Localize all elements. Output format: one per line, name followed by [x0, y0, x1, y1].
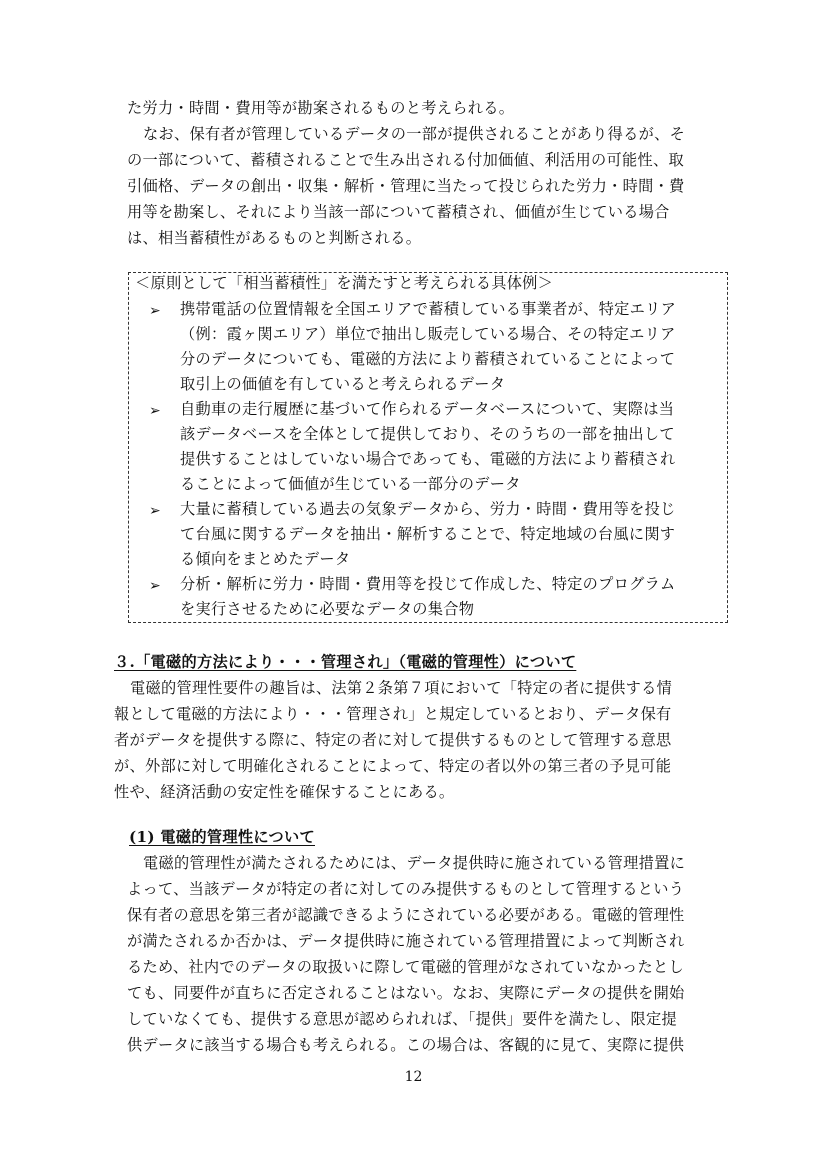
subsection1-line-2: よって、当該データが特定の者に対してのみ提供するものとして管理するという	[127, 880, 685, 898]
subsection-1-heading: (1) 電磁的管理性について	[129, 828, 315, 846]
example-3-line-2: て台風に関するデータを抽出・解析することで、特定地域の台風に関す	[180, 525, 676, 543]
example-2-line-4: ることによって価値が生じている一部分のデータ	[180, 475, 521, 493]
para1-line-3: の一部について、蓄積されることで生み出される付加価値、利活用の可能性、取	[127, 151, 684, 169]
examples-box-title: ＜原則として「相当蓄積性」を満たすと考えられる具体例＞	[135, 274, 554, 292]
example-4-line-1: 分析・解析に労力・時間・費用等を投じて作成した、特定のプログラム	[180, 575, 676, 593]
section3-line-3: 者がデータを提供する際に、特定の者に対して提供するものとして管理する意思	[114, 731, 672, 749]
bullet-icon: ➢	[149, 403, 161, 419]
para1-line-2: なお、保有者が管理しているデータの一部が提供されることがあり得るが、そ	[143, 125, 686, 143]
example-1-line-2: （例：霞ヶ関エリア）単位で抽出し販売している場合、その特定エリア	[180, 325, 676, 343]
subsection1-line-7: していなくても、提供する意思が認められれば、「提供」要件を満たし、限定提	[127, 1010, 677, 1028]
subsection1-line-3: 保有者の意思を第三者が認識できるようにされている必要がある。電磁的管理性	[127, 906, 685, 924]
example-4-line-2: を実行させるために必要なデータの集合物	[180, 600, 475, 618]
section3-line-5: 性や、経済活動の安定性を確保することにある。	[114, 783, 455, 801]
example-1-line-4: 取引上の価値を有していると考えられるデータ	[180, 375, 506, 393]
example-1-line-1: 携帯電話の位置情報を全国エリアで蓄積している事業者が、特定エリア	[180, 300, 677, 318]
para1-line-1: た労力・時間・費用等が勘案されるものと考えられる。	[127, 99, 515, 117]
bullet-icon: ➢	[149, 578, 161, 594]
example-2-line-2: 該データベースを全体として提供しており、そのうちの一部を抽出して	[180, 425, 675, 443]
section3-line-2: 報として電磁的方法により・・・管理され」と規定しているとおり、データ保有	[114, 705, 672, 723]
example-3-line-1: 大量に蓄積している過去の気象データから、労力・時間・費用等を投じ	[180, 500, 676, 518]
subsection1-line-6: ても、同要件が直ちに否定されることはない。なお、実際にデータの提供を開始	[127, 984, 685, 1002]
section3-line-4: が、外部に対して明確化されることによって、特定の者以外の第三者の予見可能	[114, 757, 672, 775]
subsection1-line-5: るため、社内でのデータの取扱いに際して電磁的管理がなされていなかったとし	[127, 958, 684, 976]
para1-line-4: 引価格、データの創出・収集・解析・管理に当たって投じられた労力・時間・費	[127, 177, 685, 195]
para1-line-5: 用等を勘案し、それにより当該一部について蓄積され、価値が生じている場合	[127, 203, 670, 221]
example-2-line-1: 自動車の走行履歴に基づいて作られるデータベースについて、実際は当	[180, 400, 675, 418]
subsection1-line-8: 供データに該当する場合も考えられる。この場合は、客観的に見て、実際に提供	[127, 1036, 685, 1054]
subsection1-line-4: が満たされるか否かは、データ提供時に施されている管理措置によって判断され	[127, 932, 685, 950]
example-3-line-3: る傾向をまとめたデータ	[180, 550, 351, 568]
example-1-line-3: 分のデータについても、電磁的方法により蓄積されていることによって	[180, 350, 676, 368]
example-2-line-3: 提供することはしていない場合であっても、電磁的方法により蓄積され	[180, 450, 676, 468]
para1-line-6: は、相当蓄積性があるものと判断される。	[127, 229, 422, 247]
page-number: 12	[404, 1069, 423, 1085]
section3-line-1: 電磁的管理性要件の趣旨は、法第２条第７項において「特定の者に提供する情	[130, 679, 673, 697]
subsection1-line-1: 電磁的管理性が満たされるためには、データ提供時に施されている管理措置に	[143, 854, 686, 872]
bullet-icon: ➢	[149, 303, 161, 319]
bullet-icon: ➢	[149, 503, 161, 519]
section-3-heading: ３.「電磁的方法により・・・管理され」（電磁的管理性）について	[114, 653, 577, 671]
